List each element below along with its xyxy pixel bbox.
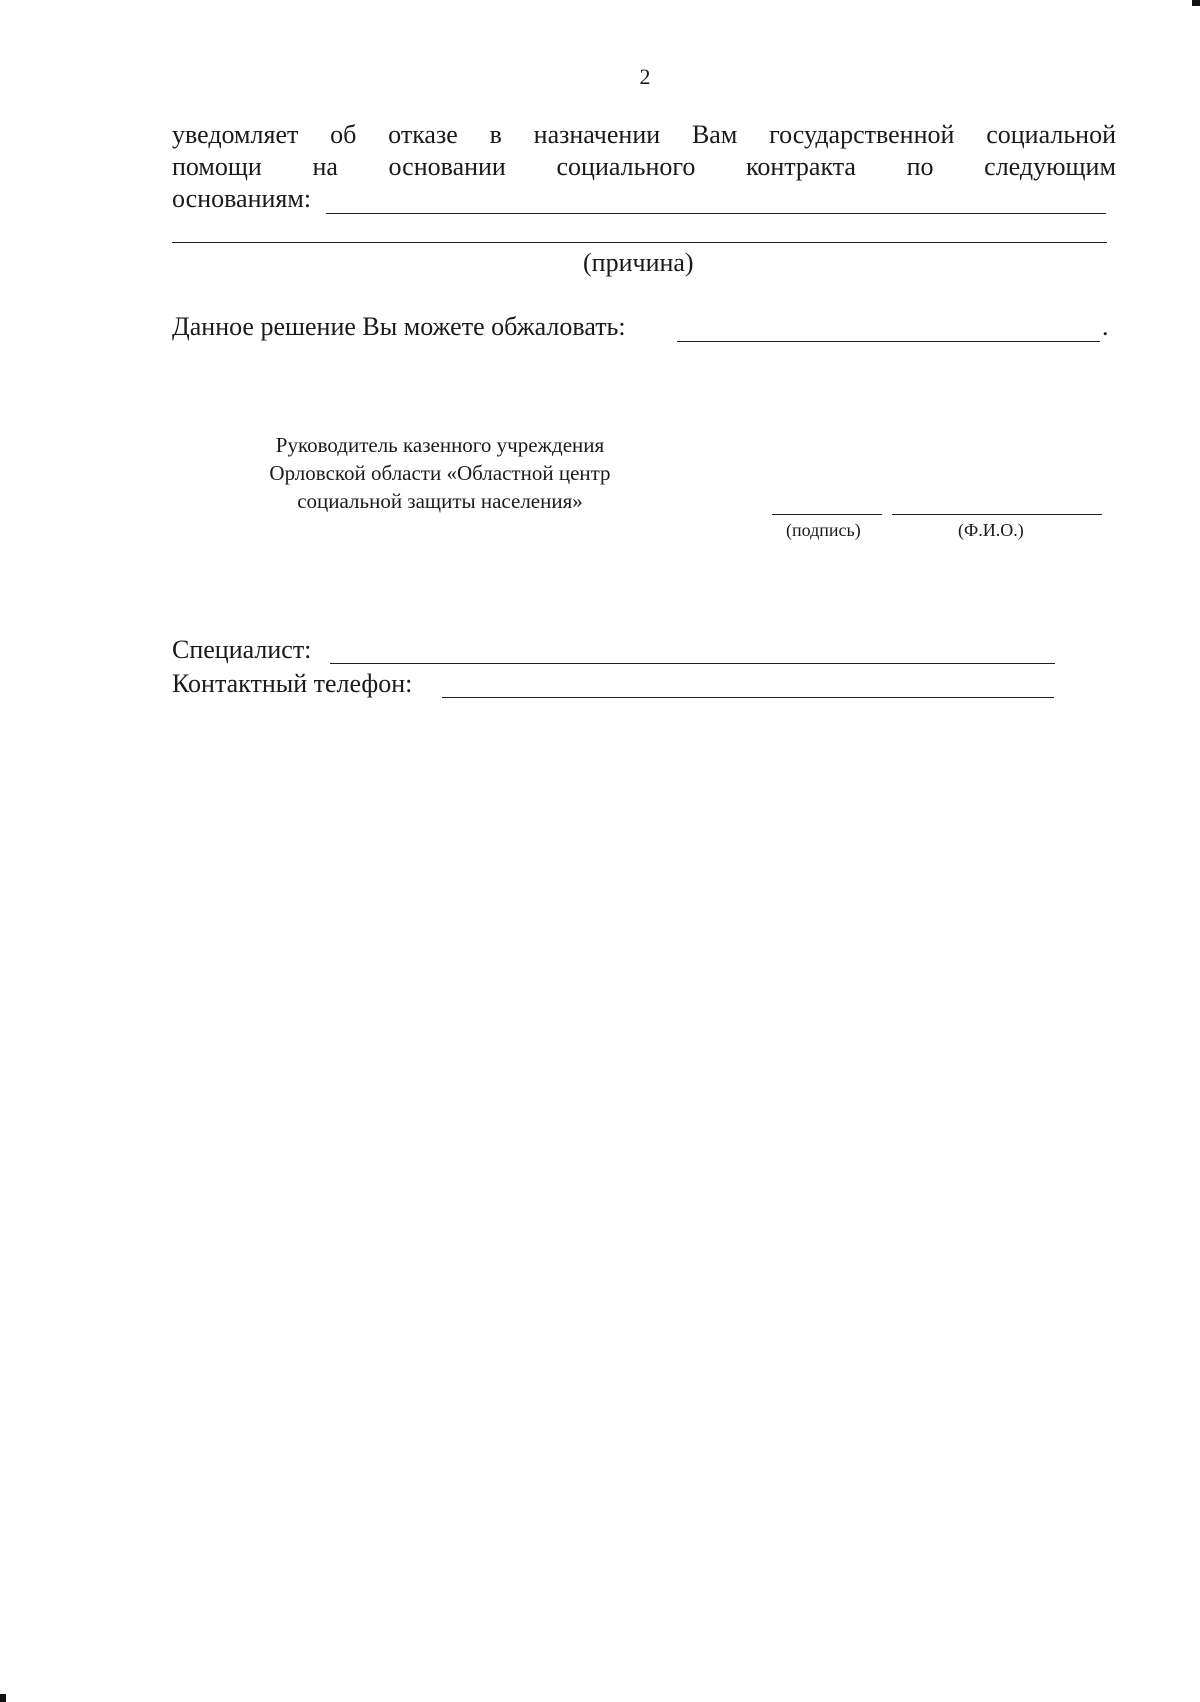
reason-caption: (причина) <box>583 248 694 277</box>
scan-corner-mark-top <box>1192 0 1200 6</box>
signatory-title-line: Орловской области «Областной центр <box>269 461 611 485</box>
appeal-field[interactable] <box>677 341 1100 342</box>
word: по <box>906 152 934 181</box>
phone-label: Контактный телефон: <box>172 669 413 698</box>
specialist-label: Специалист: <box>172 635 312 664</box>
reason-label: основаниям: <box>172 184 312 213</box>
word: об <box>330 120 357 149</box>
signatory-title-line: социальной защиты населения» <box>297 489 583 513</box>
phone-field[interactable] <box>442 697 1054 698</box>
signature-caption: (подпись) <box>786 520 861 540</box>
appeal-text: Данное решение Вы можете обжаловать: <box>172 312 626 341</box>
word: помощи <box>172 152 262 181</box>
full-name-caption: (Ф.И.О.) <box>958 520 1024 540</box>
word: уведомляет <box>172 120 299 149</box>
specialist-field[interactable] <box>330 663 1055 664</box>
word: назначении <box>533 120 661 149</box>
word: в <box>489 120 502 149</box>
word: отказе <box>388 120 458 149</box>
word: Вам <box>691 120 738 149</box>
scan-corner-mark-bottom <box>0 1694 6 1702</box>
page-number: 2 <box>639 64 651 89</box>
word: государственной <box>769 120 955 149</box>
word: следующим <box>984 152 1116 181</box>
body-line-1 <box>172 120 1116 150</box>
signatory-title-line: Руководитель казенного учреждения <box>275 433 605 457</box>
word: на <box>312 152 338 181</box>
full-name-field[interactable] <box>892 514 1102 515</box>
reason-field-line-2[interactable] <box>172 242 1107 243</box>
word: основании <box>388 152 506 181</box>
body-line-2 <box>172 152 1116 182</box>
signature-field[interactable] <box>772 514 882 515</box>
reason-field-line-1[interactable] <box>326 213 1106 214</box>
word: социального <box>556 152 696 181</box>
word: социальной <box>986 120 1116 149</box>
word: контракта <box>746 152 856 181</box>
signatory-title <box>240 431 640 515</box>
appeal-period: . <box>1102 312 1109 341</box>
